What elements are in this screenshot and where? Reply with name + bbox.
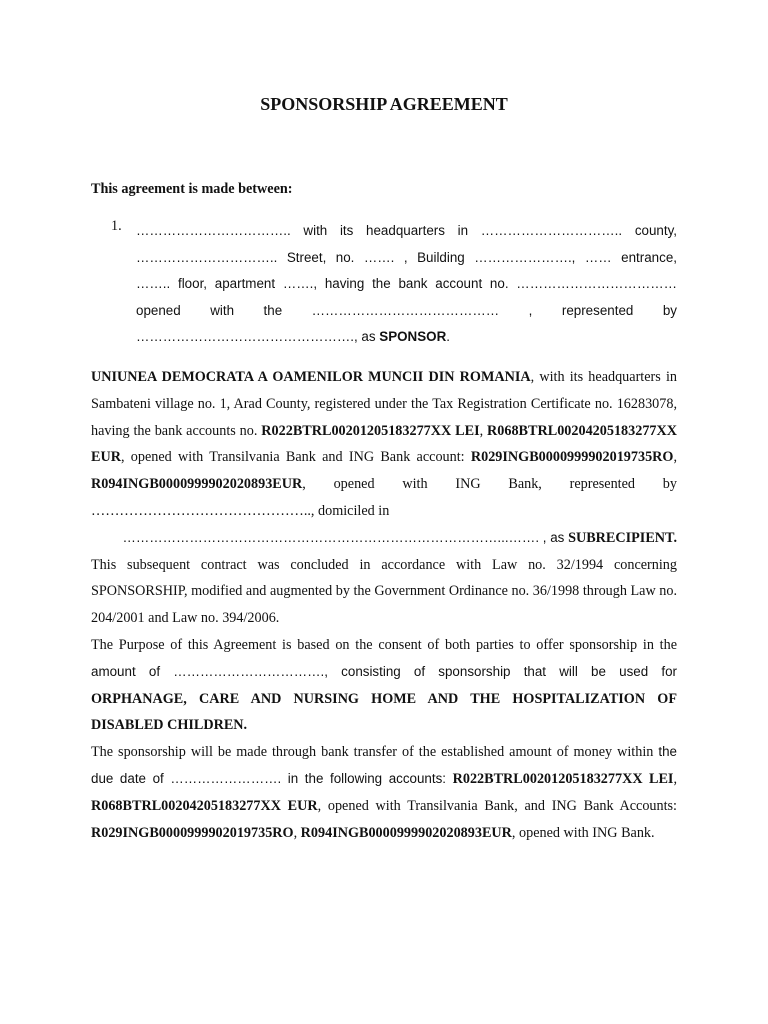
account-ing-eur: R094INGB0000999902020893EUR <box>91 476 303 493</box>
separator: , <box>673 770 677 787</box>
separator: , <box>293 824 301 841</box>
transfer-text: , opened with Transilvania Bank, and ING Bank Accounts: <box>317 797 678 814</box>
purpose-emphasis: ORPHANAGE, CARE AND NURSING HOME AND THE HOSPITALIZATION OF DISABLED CHILDREN. <box>91 690 677 734</box>
party-1-line: …………………………….. with its headquarters in ………………………….. county, <box>136 223 677 238</box>
party-1-item <box>111 218 677 351</box>
party-2-text: , opened with ING Bank, represented by ……………………………………….., domiciled in <box>91 476 677 519</box>
party-1-line: …….. floor, apartment ……., having the bank account no. ……………………………… <box>136 276 677 291</box>
separator: , <box>479 422 488 439</box>
account-lei: R022BTRL00201205183277XX LEI <box>452 770 674 787</box>
account-ing-ro: R029INGB0000999902019735RO <box>470 449 674 466</box>
account-ing-eur: R094INGB0000999902020893EUR <box>300 824 512 841</box>
transfer-paragraph <box>91 739 677 846</box>
purpose-text: amount of ……………………………., consisting of sponsorship that will be used for <box>91 663 677 679</box>
party-1-line: ………………………….. Street, no. ……. , Building …………………., …… entrance, <box>136 249 677 265</box>
account-ing-ro: R029INGB0000999902019735RO <box>91 824 294 841</box>
party-2-text: , with its headquarters in Sambateni village no. 1, Arad County, registered under the Tax Registration Certificate no. 16283078, having the bank accounts no. <box>91 369 677 439</box>
agreement-body <box>91 364 677 846</box>
account-lei: R022BTRL00201205183277XX LEI <box>261 422 480 439</box>
purpose-paragraph <box>91 632 677 739</box>
purpose-text: The Purpose of this Agreement is based on the consent of both parties to offer sponsorship in the <box>91 636 677 653</box>
party-2-paragraph <box>91 364 677 525</box>
subrecipient-role: SUBRECIPIENT. <box>568 529 677 546</box>
party-1-line-last <box>136 324 677 351</box>
transfer-text: the due date of ……………………. in the following accounts: <box>91 744 677 786</box>
party-1-line: opened with the …………………………………… , represented by <box>136 302 677 318</box>
party-2-last-line <box>91 525 677 552</box>
intro-line: This agreement is made between: <box>91 181 293 197</box>
transfer-text: , opened with ING Bank. <box>511 824 655 841</box>
law-paragraph: This subsequent contract was concluded in accordance with Law no. 32/1994 concerning SPONSORSHIP, modified and augmented by the Government Ordinance no. 36/1998 through Law no. 204/2001 and Law no. 394/2006. <box>91 556 677 627</box>
party-1-number: 1. <box>111 218 122 234</box>
sponsor-role: SPONSOR <box>379 329 447 344</box>
transfer-text: The sponsorship will be made through bank transfer of the established amount of money within <box>91 744 659 761</box>
party-2-name: UNIUNEA DEMOCRATA A OAMENILOR MUNCII DIN ROMANIA <box>91 369 531 385</box>
party-2-text: , opened with Transilvania Bank and ING Bank account: <box>120 449 471 466</box>
separator: , <box>673 449 677 466</box>
account-eur: R068BTRL00204205183277XX EUR <box>91 797 318 814</box>
account-eur: R068BTRL00204205183277XX EUR <box>91 422 677 466</box>
party-1-text <box>136 218 677 351</box>
party-1-role-end: . <box>446 329 450 344</box>
party-1-line-text: …………………………………………., as <box>136 329 380 344</box>
party-2-line-text: …………………………………………………………………………...……. , as <box>122 529 569 545</box>
document-title: SPONSORSHIP AGREEMENT <box>260 94 508 114</box>
